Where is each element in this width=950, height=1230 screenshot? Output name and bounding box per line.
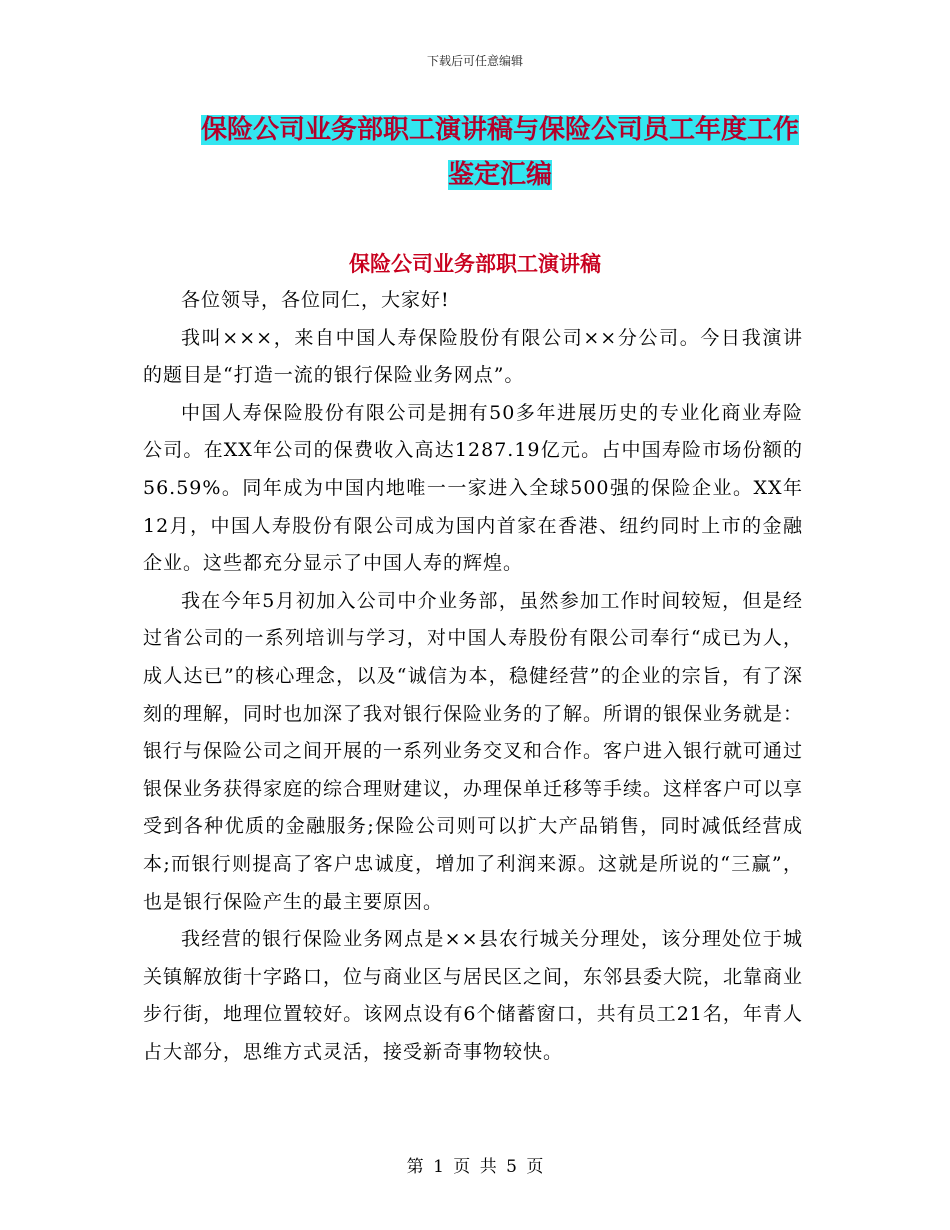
document-title bbox=[180, 108, 820, 198]
document-title-line-1: 保险公司业务部职工演讲稿与保险公司员工年度工作 bbox=[200, 115, 799, 145]
document-title-line-2: 鉴定汇编 bbox=[447, 160, 552, 190]
paragraph-introduction: 我叫×××，来自中国人寿保险股份有限公司××分公司。今日我演讲的题目是“打造一流的银行保险业务网点”。 bbox=[143, 326, 803, 387]
page-number: 第 1 页 共 5 页 bbox=[406, 1157, 544, 1177]
paragraph-company: 中国人寿保险股份有限公司是拥有50多年进展历史的专业化商业寿险公司。在XX年公司的保费收入高达1287.19亿元。占中国寿险市场份额的 56.59%。同年成为中国内地唯一一家进入全球500强的保险企业。XX年12月，中国人寿股份有限公司成为国内首家在香港、纽约同时上市的金融企业。这些都充分显示了中国人寿的辉煌。 bbox=[143, 401, 803, 575]
download-note: 下载后可任意编辑 bbox=[426, 54, 523, 68]
paragraph-experience: 我在今年5月初加入公司中介业务部，虽然参加工作时间较短，但是经过省公司的一系列培训与学习，对中国人寿股份有限公司奉行“成已为人，成人达已”的核心理念，以及“诚信为本，稳健经营”的企业的宗旨，有了深刻的理解，同时也加深了我对银行保险业务的了解。所谓的银保业务就是：银行与保险公司之间开展的一系列业务交叉和合作。客户进入银行就可通过银保业务获得家庭的综合理财建议，办理保单迁移等手续。这样客户可以享受到各种优质的金融服务;保险公司则可以扩大产品销售，同时减低经营成本;而银行则提高了客户忠诚度，增加了利润来源。这就是所说的“三赢”，也是银行保险产生的最主要原因。 bbox=[143, 589, 804, 913]
paragraph-branch: 我经营的银行保险业务网点是××县农行城关分理处，该分理处位于城关镇解放街十字路口，位与商业区与居民区之间，东邻县委大院，北靠商业步行街，地理位置较好。该网点设有6个储蓄窗口，共有员工21名，年青人占大部分，思维方式灵活，接受新奇事物较快。 bbox=[143, 928, 804, 1063]
section-title: 保险公司业务部职工演讲稿 bbox=[349, 251, 601, 276]
document-body bbox=[143, 282, 803, 1071]
paragraph-greeting: 各位领导，各位同仁，大家好! bbox=[181, 289, 450, 311]
